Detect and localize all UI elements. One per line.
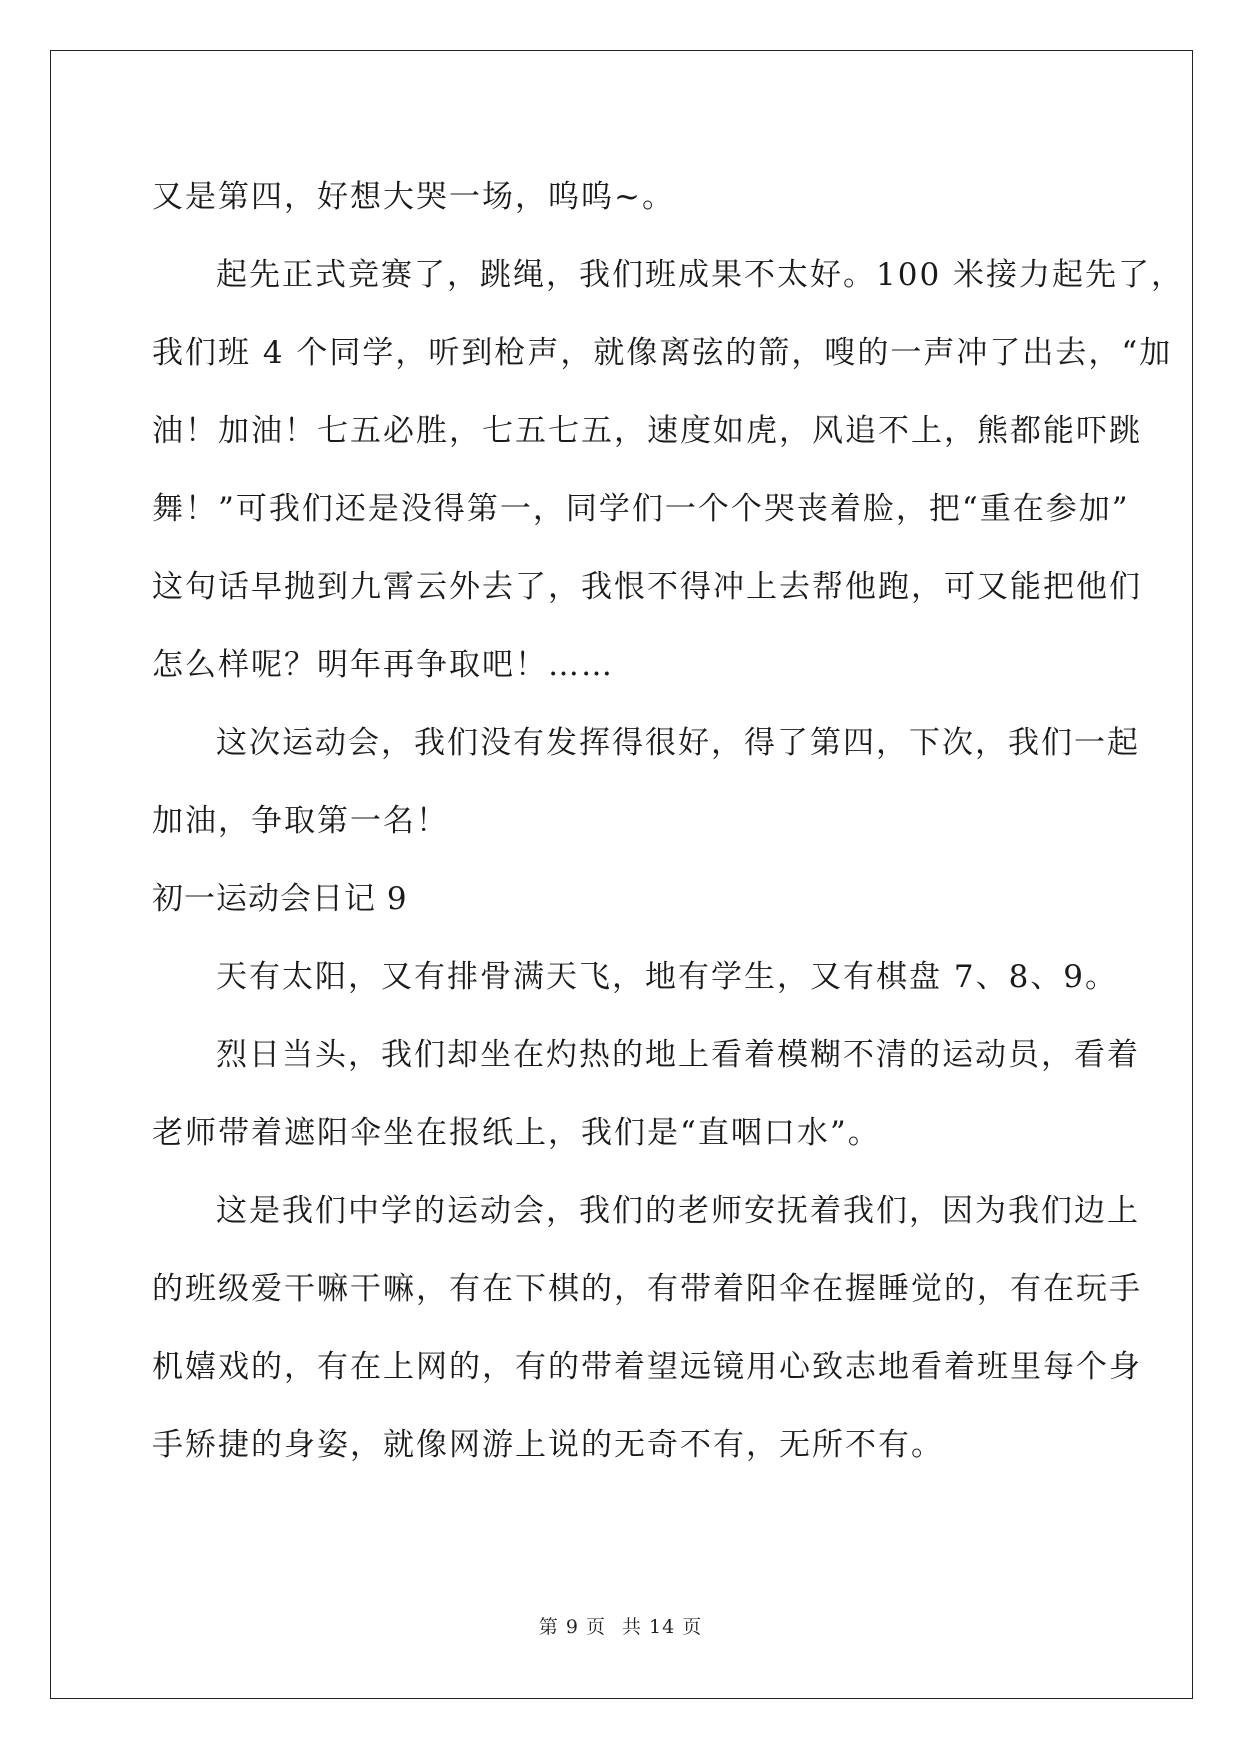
text-line: 机嬉戏的，有在上网的，有的带着望远镜用心致志地看着班里每个身 bbox=[152, 1349, 1142, 1385]
text-line: 这次运动会，我们没有发挥得很好，得了第四，下次，我们一起 bbox=[216, 725, 1140, 761]
text-line: 怎么样呢？明年再争取吧！…… bbox=[152, 647, 614, 683]
text-line: 天有太阳，又有排骨满天飞，地有学生，又有棋盘 7、8、9。 bbox=[216, 959, 1119, 995]
text-line: 舞！”可我们还是没得第一，同学们一个个哭丧着脸，把“重在参加” bbox=[152, 491, 1130, 527]
page-total: 共 14 页 bbox=[621, 1616, 703, 1638]
text-line: 加油，争取第一名！ bbox=[152, 803, 449, 839]
text-line: 这句话早抛到九霄云外去了，我恨不得冲上去帮他跑，可又能把他们 bbox=[152, 569, 1142, 605]
text-line: 手矫捷的身姿，就像网游上说的无奇不有，无所不有。 bbox=[152, 1427, 944, 1463]
text-line: 又是第四，好想大哭一场，呜呜~。 bbox=[152, 179, 675, 215]
text-line: 我们班 4 个同学，听到枪声，就像离弦的箭，嗖的一声冲了出去，“加 bbox=[152, 335, 1173, 371]
page-number: 第 9 页 bbox=[538, 1616, 606, 1638]
text-line: 的班级爱干嘛干嘛，有在下棋的，有带着阳伞在握睡觉的，有在玩手 bbox=[152, 1271, 1142, 1307]
document-body bbox=[152, 158, 1185, 1484]
text-line: 烈日当头，我们却坐在灼热的地上看着模糊不清的运动员，看着 bbox=[216, 1037, 1140, 1073]
page-footer bbox=[0, 1612, 1241, 1639]
text-line: 老师带着遮阳伞坐在报纸上，我们是“直咽口水”。 bbox=[152, 1115, 881, 1151]
text-line: 油！加油！七五必胜，七五七五，速度如虎，风追不上，熊都能吓跳 bbox=[152, 413, 1142, 449]
text-line: 起先正式竞赛了，跳绳，我们班成果不太好。100 米接力起先了， bbox=[216, 257, 1185, 293]
section-heading: 初一运动会日记 9 bbox=[152, 881, 408, 917]
text-line: 这是我们中学的运动会，我们的老师安抚着我们，因为我们边上 bbox=[216, 1193, 1140, 1229]
